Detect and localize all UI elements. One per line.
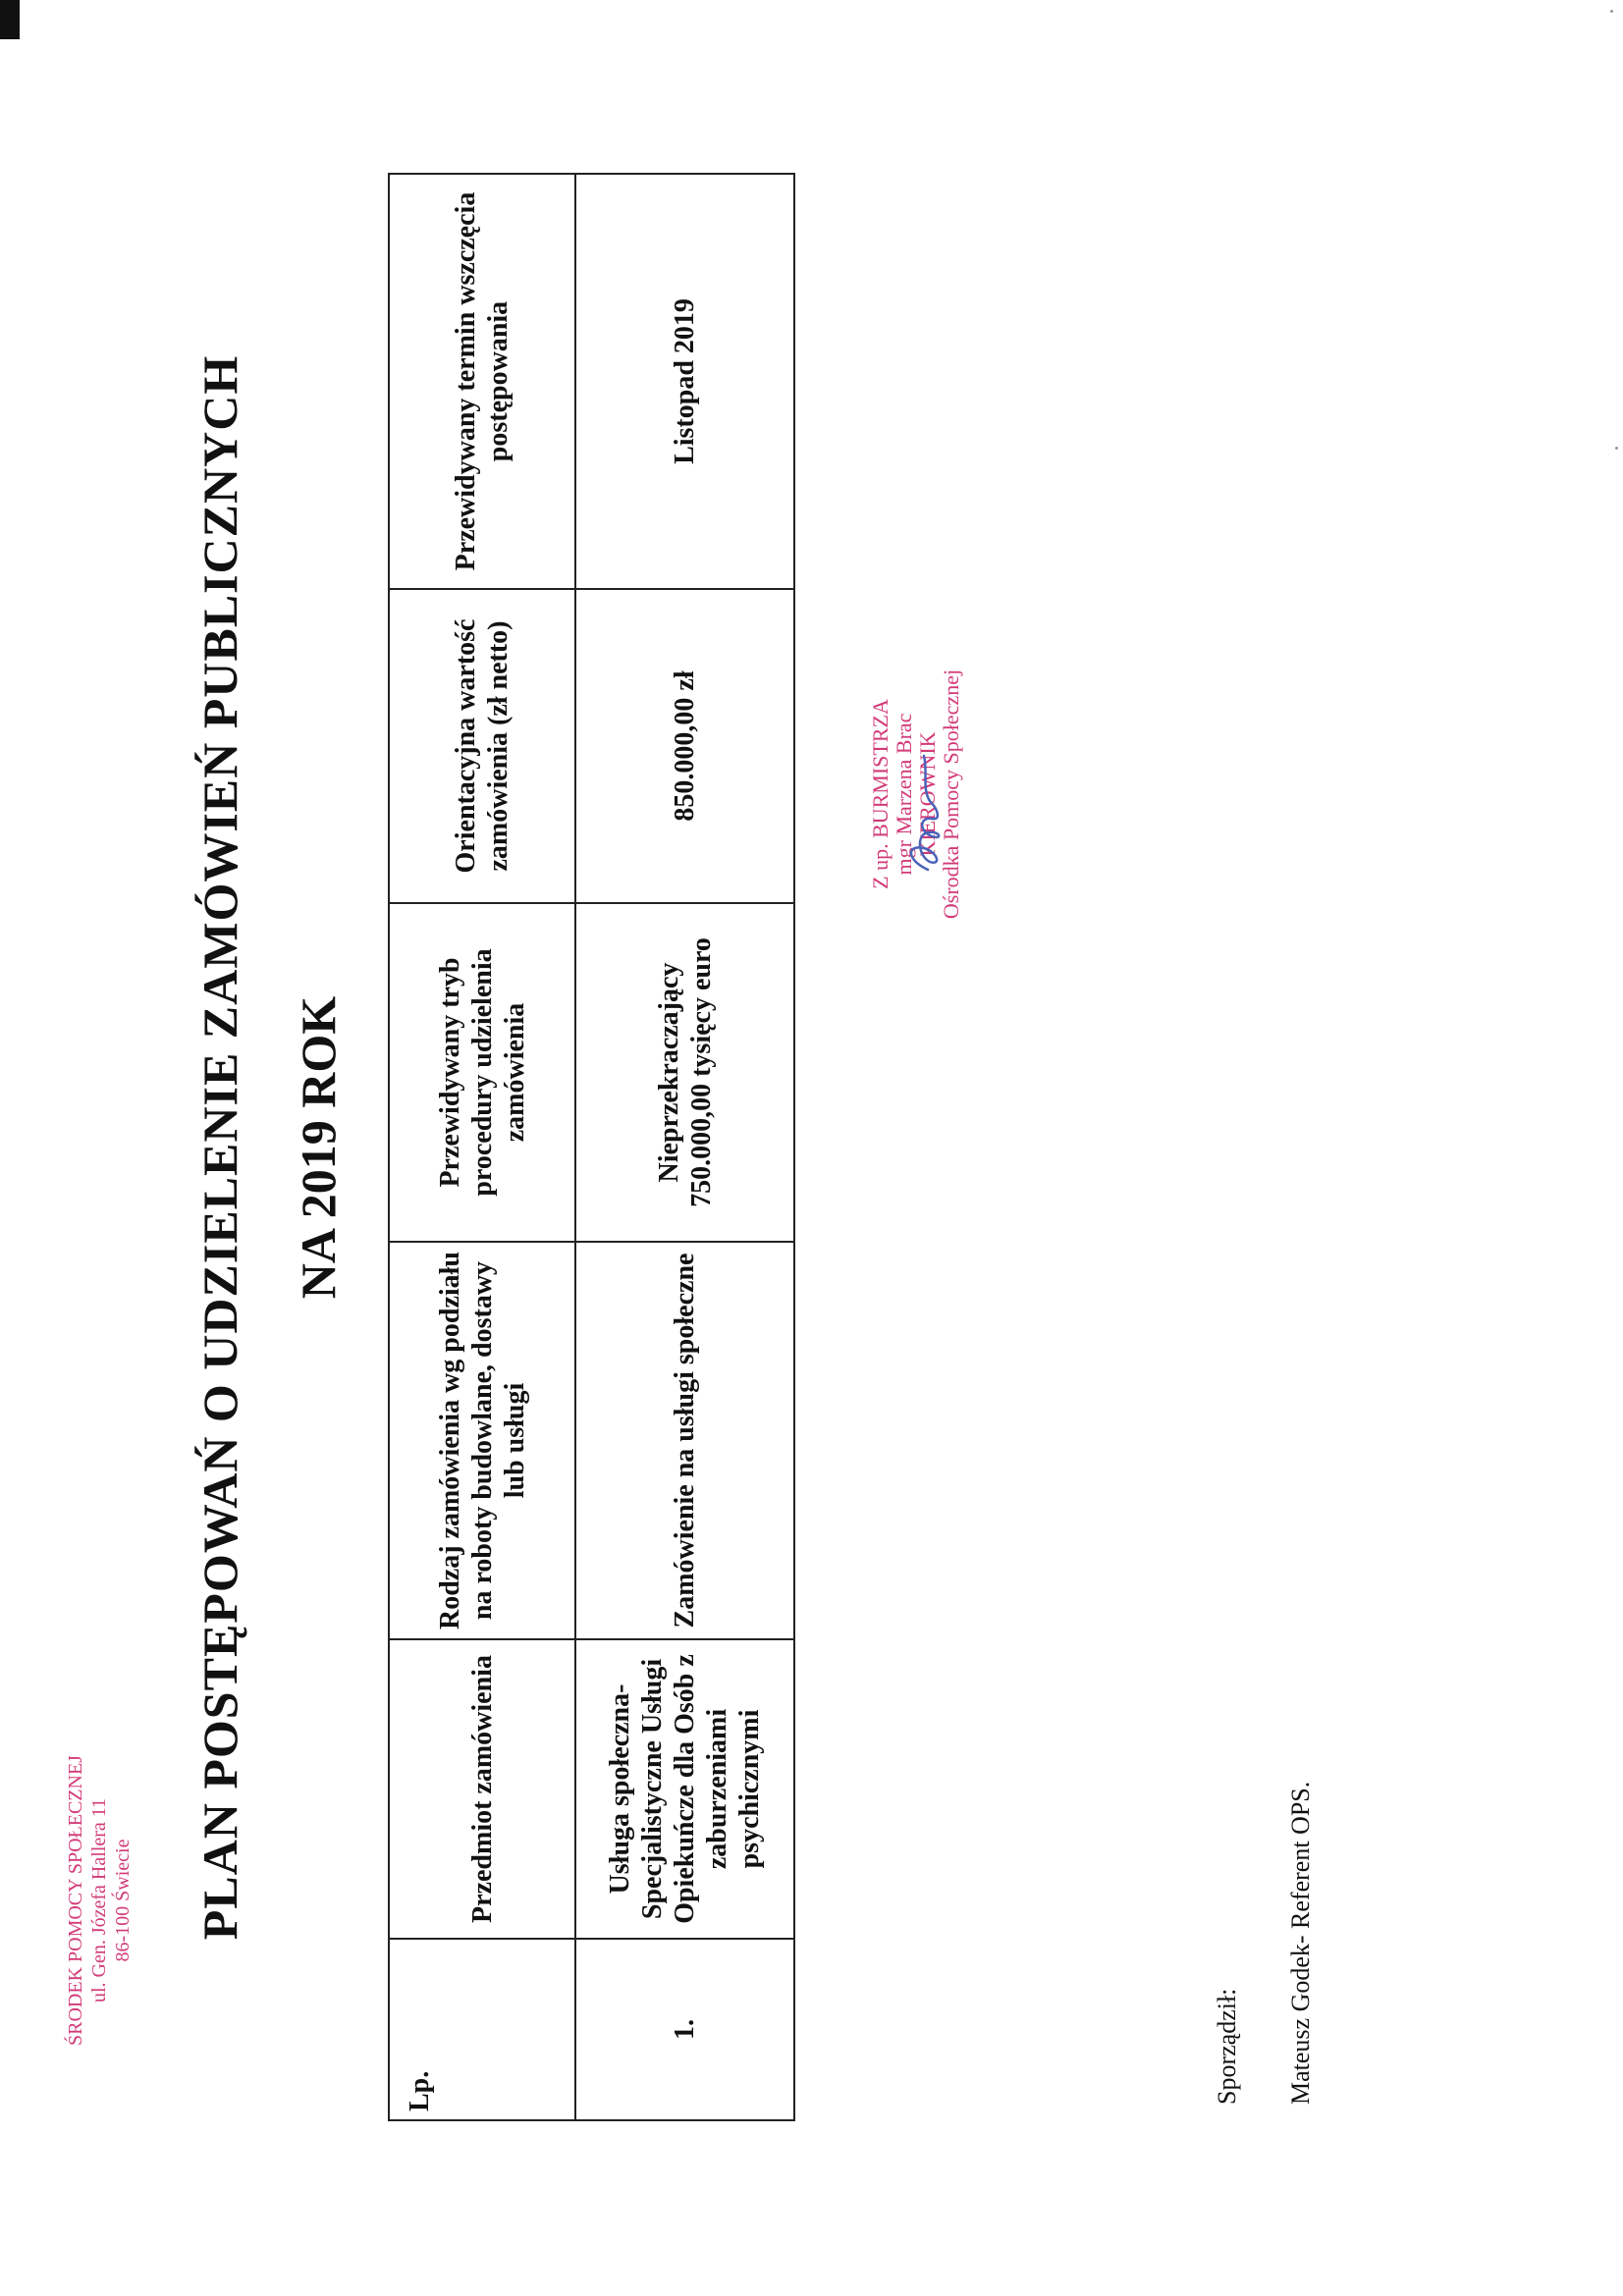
header-value: Orientacyjna wartość zamówienia (zł netto) [389, 589, 575, 903]
cell-lp: 1. [575, 1939, 794, 2120]
prepared-by-label: Sporządził: [1213, 1988, 1241, 2105]
address-stamp [64, 1755, 135, 2046]
document-subtitle: NA 2019 ROK [291, 995, 346, 1300]
cell-start: Listopad 2019 [575, 174, 794, 589]
stamp-line-street: ul. Gen. Józefa Hallera 11 [88, 1797, 110, 2003]
procurement-plan-table [388, 173, 795, 2121]
cell-type: Zamówienie na usługi społeczne [575, 1242, 794, 1639]
document-title: PLAN POSTĘPOWAŃ O UDZIELENIE ZAMÓWIEŃ PUBLICZNYCH [192, 354, 247, 1941]
signature-stamp-line-name: mgr Marzena Brac [892, 713, 916, 876]
table-header-row [389, 174, 575, 2120]
cell-value: 850.000,00 zł [575, 589, 794, 903]
header-type: Rodzaj zamówienia wg podziału na roboty budowlane, dostawy lub usługi [389, 1242, 575, 1639]
table-row [575, 174, 794, 2120]
header-subject: Przedmiot zamówienia [389, 1639, 575, 1939]
handwritten-signature [898, 750, 953, 878]
header-lp: Lp. [389, 1939, 575, 2120]
stamp-line-city: 86-100 Świecie [112, 1839, 134, 1962]
signature-stamp-line-authority: Z up. BURMISTRZA [868, 699, 893, 889]
cell-subject: Usługa społeczna- Specjalistyczne Usługi Opiekuńcze dla Osób z zaburzeniami psychicznymi [575, 1639, 794, 1939]
header-procedure: Przewidywany tryb procedury udzielenia zamówienia [389, 903, 575, 1242]
signature-stamp-line-role: KIEROWNIK [915, 731, 940, 857]
prepared-by-name: Mateusz Godek- Referent OPS. [1286, 1781, 1315, 2105]
signature-stamp-line-office: Ośrodka Pomocy Społecznej [939, 668, 963, 920]
stamp-line-institution: ŚRODEK POMOCY SPOŁECZNEJ [65, 1755, 86, 2046]
header-start: Przewidywany termin wszczęcia postępowania [389, 174, 575, 589]
cell-procedure: Nieprzekraczający 750.000,00 tysięcy euro [575, 903, 794, 1242]
